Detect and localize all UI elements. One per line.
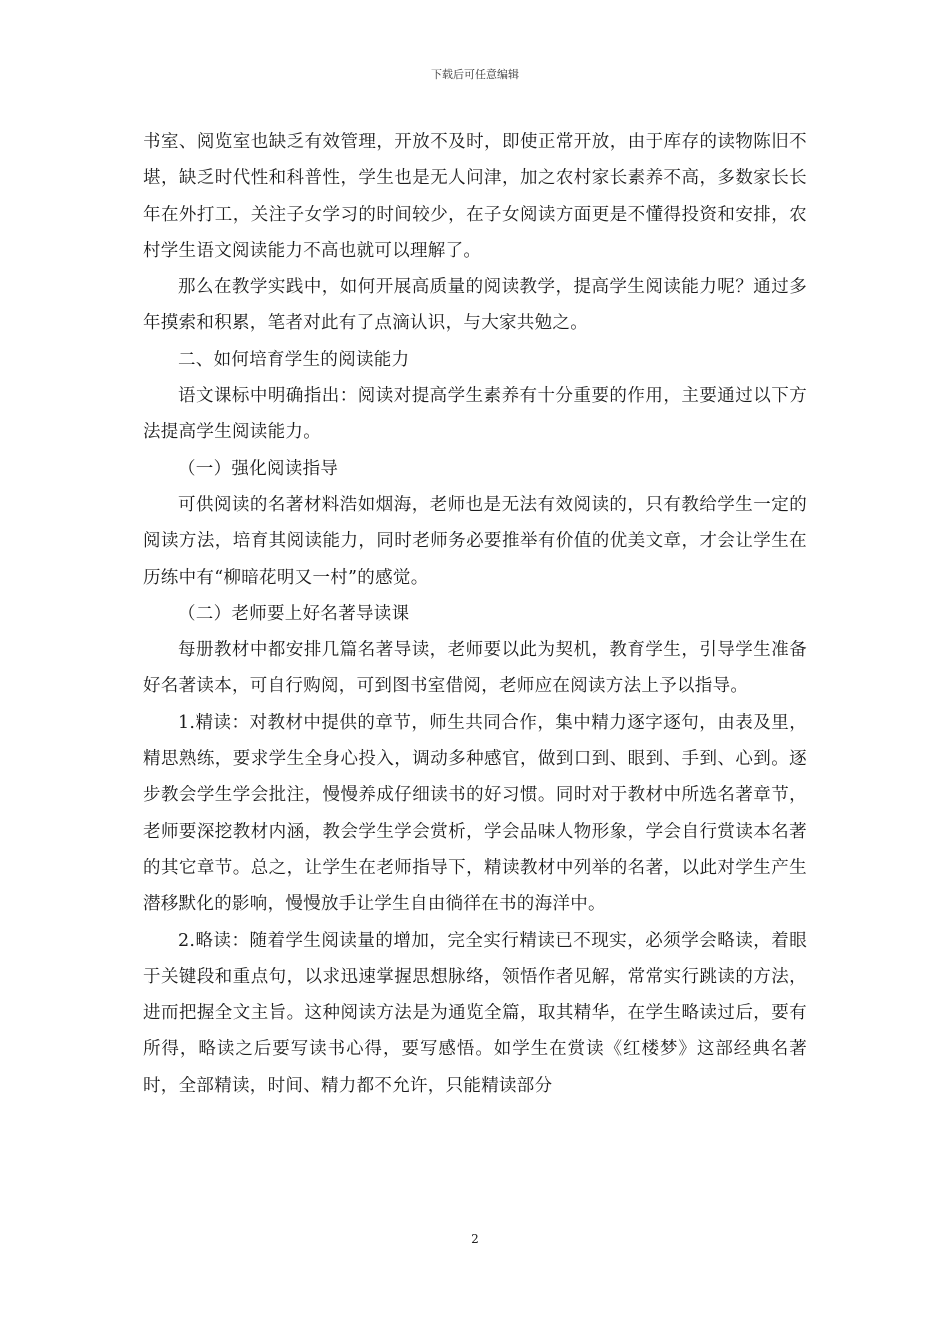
paragraph-skimming: 2.略读：随着学生阅读量的增加，完全实行精读已不现实，必须学会略读，着眼于关键段和重点句，以求迅速掌握思想脉络，领悟作者见解，常常实行跳读的方法，进而把握全文主旨。这种阅读方法是为通览全篇，取其精华，在学生略读过后，要有所得，略读之后要写读书心得，要写感悟。如学生在赏读《红楼梦》这部经典名著时，全部精读，时间、精力都不允许，只能精读部分	[143, 930, 807, 1096]
page-number: 2	[471, 1232, 479, 1246]
document-body	[143, 124, 807, 1104]
paragraph-curriculum-standard: 语文课标中明确指出：阅读对提高学生素养有十分重要的作用，主要通过以下方法提高学生阅读能力。	[143, 386, 807, 443]
section-heading-cultivate-reading: 二、如何培育学生的阅读能力	[178, 349, 410, 370]
paragraph-reading-methods: 可供阅读的名著材料浩如烟海，老师也是无法有效阅读的，只有教给学生一定的阅读方法，培育其阅读能力，同时老师务必要推举有价值的优美文章，才会让学生在历练中有“柳暗花明又一村”的感觉。	[143, 494, 807, 588]
subheading-classic-guide-lesson: （二）老师要上好名著导读课	[178, 603, 410, 624]
paragraph-library-management: 书室、阅览室也缺乏有效管理，开放不及时，即使正常开放，由于库存的读物陈旧不堪，缺乏时代性和科普性，学生也是无人问津，加之农村家长素养不高，多数家长长年在外打工，关注子女学习的时间较少，在子女阅读方面更是不懂得投资和安排，农村学生语文阅读能力不高也就可以理解了。	[143, 132, 807, 261]
page-header: 下载后可任意编辑	[431, 68, 519, 81]
subheading-reading-guidance: （一）强化阅读指导	[178, 458, 339, 479]
paragraph-intensive-reading: 1.精读：对教材中提供的章节，师生共同合作，集中精力逐字逐句，由表及里，精思熟练，要求学生全身心投入，调动多种感官，做到口到、眼到、手到、心到。逐步教会学生学会批注，慢慢养成仔细读书的好习惯。同时对于教材中所选名著章节，老师要深挖教材内涵，教会学生学会赏析，学会品味人物形象，学会自行赏读本名著的其它章节。总之，让学生在老师指导下，精读教材中列举的名著，以此对学生产生潜移默化的影响，慢慢放手让学生自由徜徉在书的海洋中。	[143, 712, 807, 915]
paragraph-teaching-practice: 那么在教学实践中，如何开展高质量的阅读教学，提高学生阅读能力呢？通过多年摸索和积累，笔者对此有了点滴认识，与大家共勉之。	[143, 277, 807, 334]
paragraph-textbook-guides: 每册教材中都安排几篇名著导读，老师要以此为契机，教育学生，引导学生准备好名著读本，可自行购阅，可到图书室借阅，老师应在阅读方法上予以指导。	[143, 640, 807, 697]
